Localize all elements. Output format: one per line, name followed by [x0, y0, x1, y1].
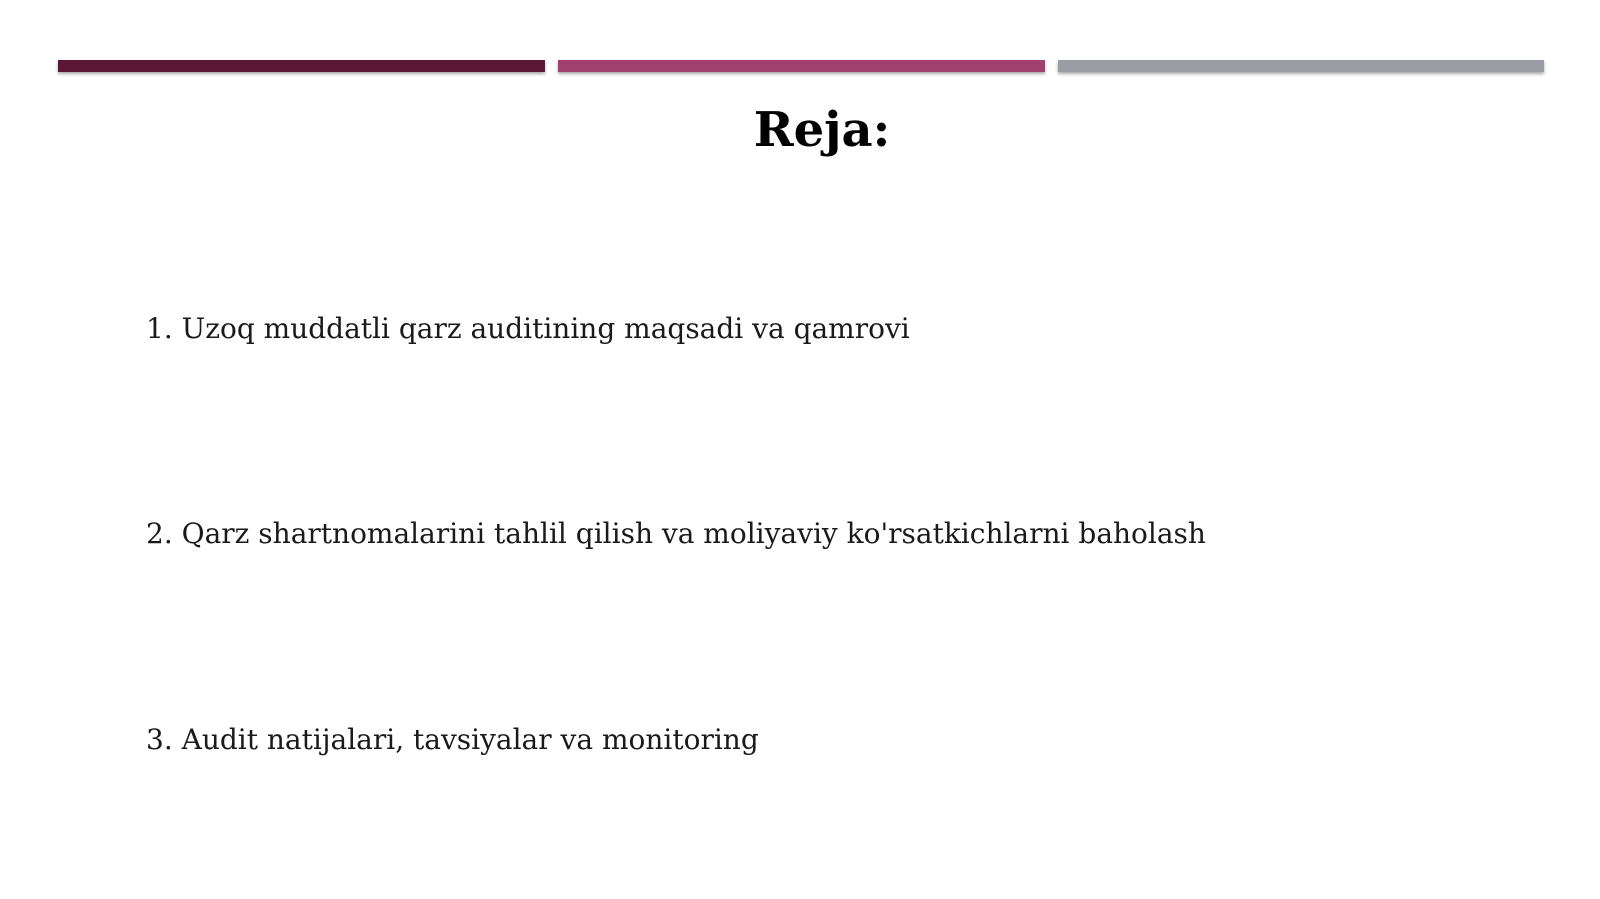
plan-item-2: 2. Qarz shartnomalarini tahlil qilish va moliyaviy ko'rsatkichlarni baholash — [146, 517, 1206, 550]
accent-bar-gray — [1058, 60, 1544, 72]
accent-bar-magenta — [558, 60, 1045, 72]
plan-item-1: 1. Uzoq muddatli qarz auditining maqsadi va qamrovi — [146, 312, 910, 345]
plan-item-3: 3. Audit natijalari, tavsiyalar va monitoring — [146, 723, 759, 756]
slide-title: Reja: — [753, 102, 891, 158]
accent-bar-dark-plum — [58, 60, 545, 72]
